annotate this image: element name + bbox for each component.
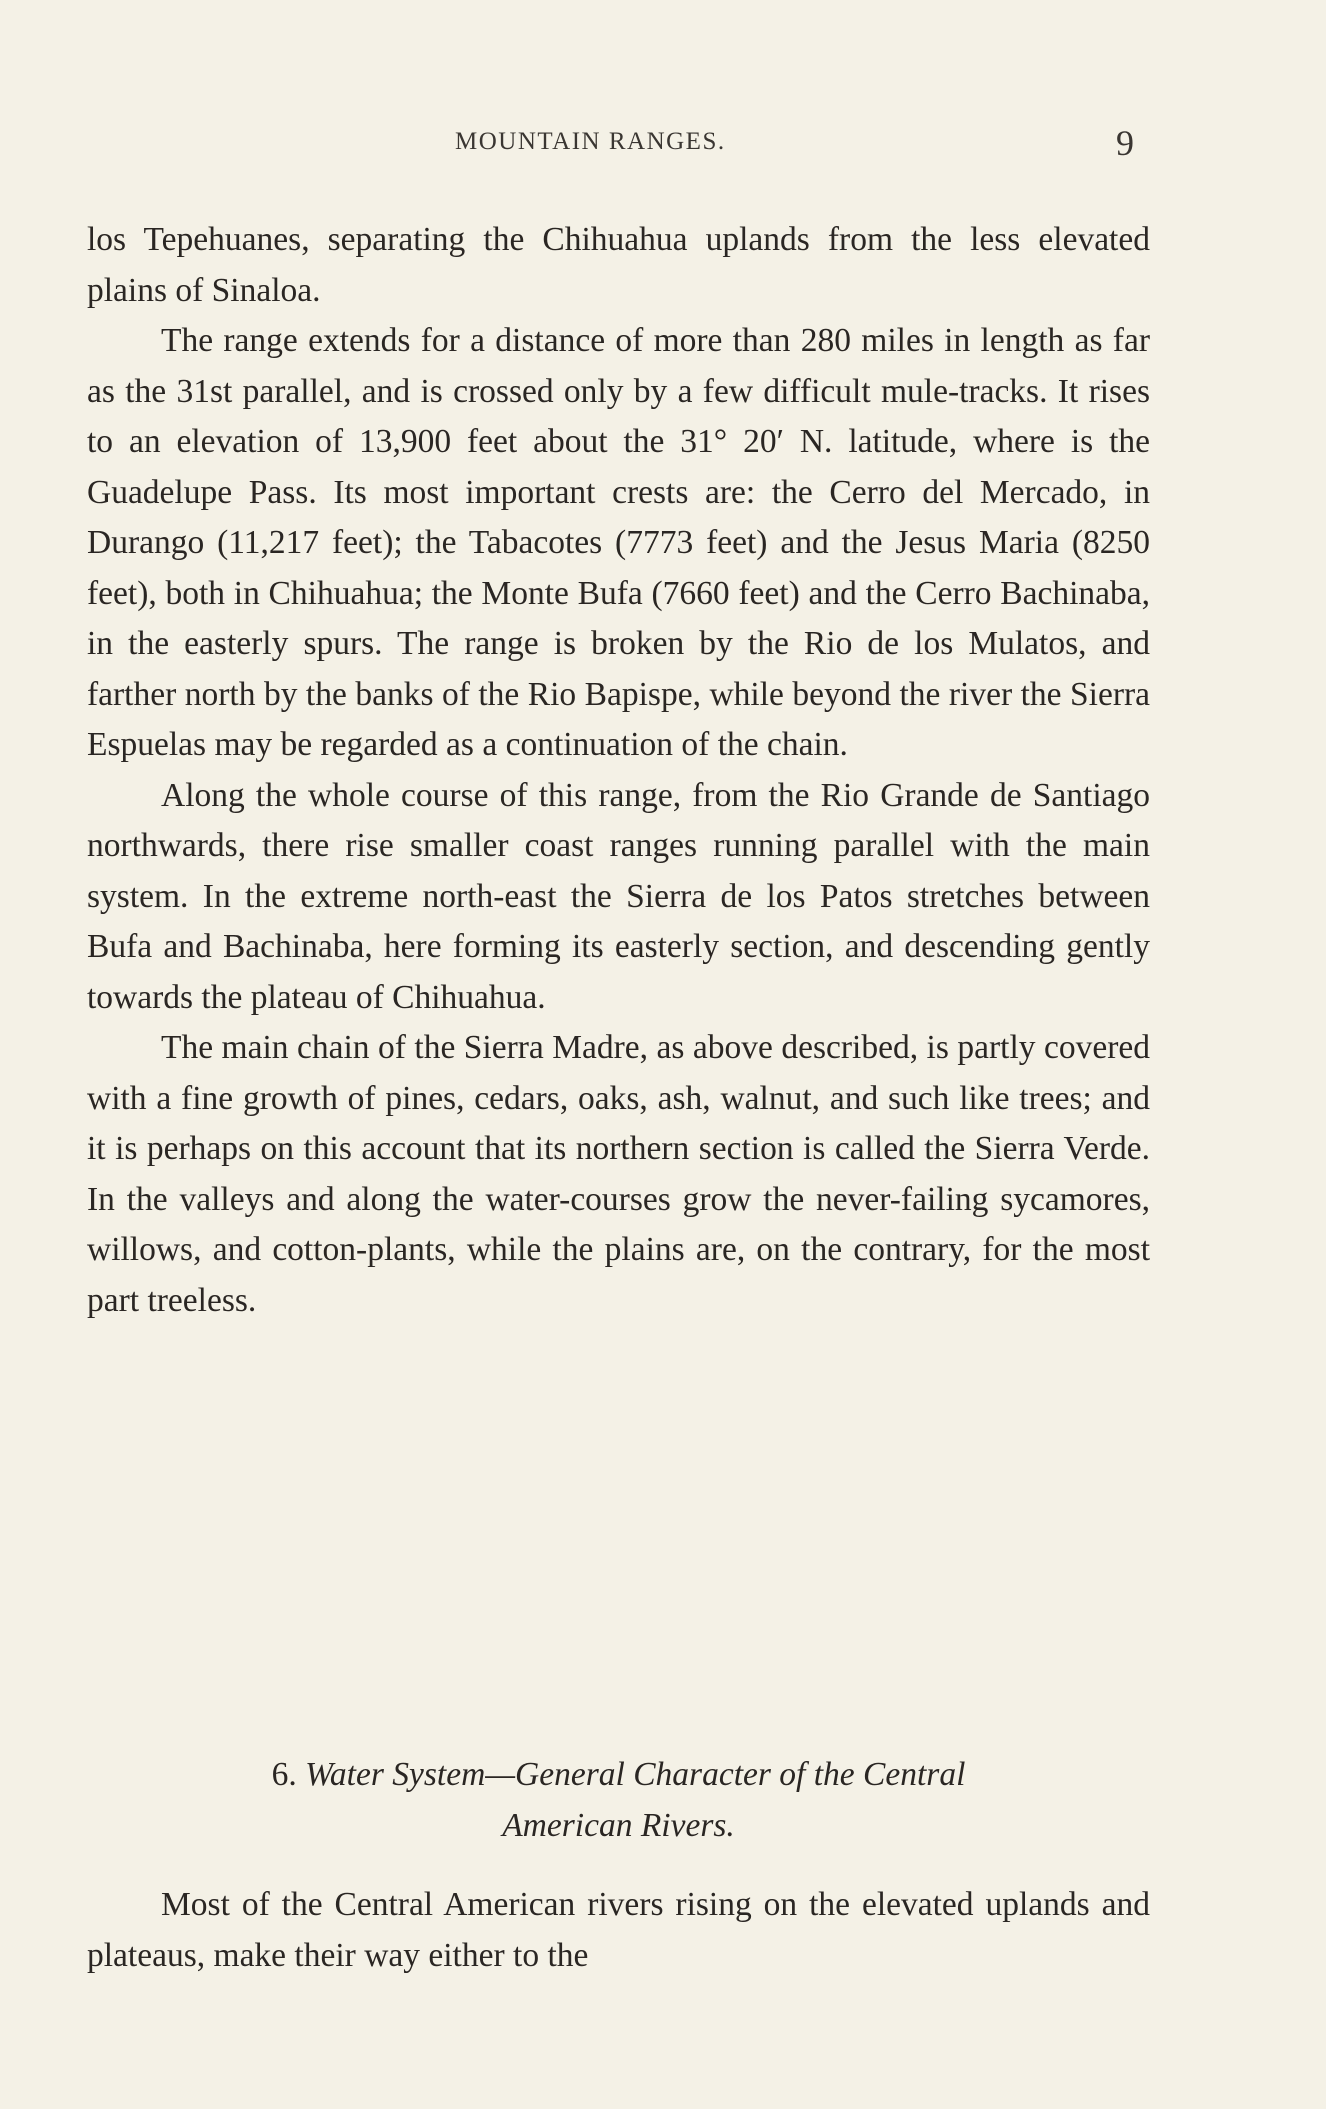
paragraph-rivers: Most of the Central American rivers rising on the elevated uplands and plateaus, make their way either to the — [87, 1886, 1150, 1974]
page-header — [0, 122, 1326, 172]
paragraph-coast-ranges: Along the whole course of this range, from the Rio Grande de Santiago northwards, there rise smaller coast ranges running parallel with the main system. In the extreme north-east the Sierra de los Patos stretches between Bufa and Bachinaba, here forming its easterly section, and descending gently towards the plateau of Chihuahua. — [87, 776, 1150, 1016]
paragraph-vegetation: The main chain of the Sierra Madre, as above described, is partly covered with a fine growth of pines, cedars, oaks, ash, walnut, and such like trees; and it is perhaps on this account that its northern section is called the Sierra Verde. In the valleys and along the water-courses grow the never-failing sycamores, willows, and cotton-plants, while the plains are, on the contrary, for the most part treeless. — [87, 1029, 1150, 1319]
running-head: MOUNTAIN RANGES. — [455, 128, 726, 155]
paragraph-continuation: los Tepehuanes, separating the Chihuahua uplands from the less elevated plains of Sinaloa. — [87, 221, 1150, 309]
section-number: 6. — [271, 1756, 297, 1793]
body-text — [87, 215, 1150, 1326]
section-title-line-2: American Rivers. — [502, 1806, 735, 1844]
section-body — [87, 1880, 1150, 1981]
section-heading — [87, 1750, 1150, 1851]
paragraph-range-extent: The range extends for a distance of more than 280 miles in length as far as the 31st parallel, and is crossed only by a few difficult mule-tracks. It rises to an elevation of 13,900 feet about the 31° 20′ N. latitude, where is the Guadelupe Pass. Its most important crests are: the Cerro del Mercado, in Durango (11,217 feet); the Tabacotes (7773 feet) and the Jesus Maria (8250 feet), both in Chihuahua; the Monte Bufa (7660 feet) and the Cerro Bachinaba, in the easterly spurs. The range is broken by the Rio de los Mulatos, and farther north by the banks of the Rio Bapispe, while beyond the river the Sierra Espuelas may be regarded as a continuation of the chain. — [87, 322, 1150, 763]
page-number: 9 — [1116, 123, 1134, 163]
section-title-line-1: Water System—General Character of the Central — [305, 1756, 966, 1793]
section-heading-line-1 — [87, 1750, 1150, 1801]
